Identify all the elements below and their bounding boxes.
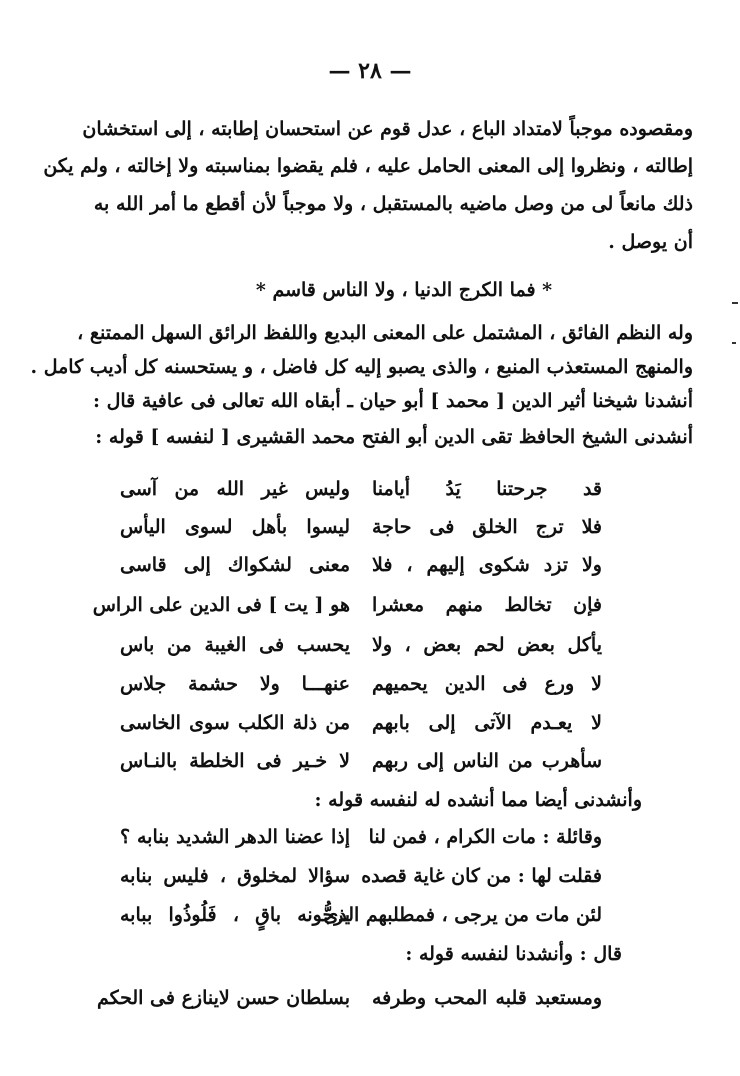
hemistich-second: لا خـير فى الخلطة بالنـاس: [120, 750, 350, 772]
verse-line: [120, 746, 602, 776]
hemistich-first: فلا ترج الخلق فى حاجة: [372, 516, 602, 538]
hemistich-second: بسلطان حسن لاينازع فى الحكم: [96, 987, 350, 1009]
margin-mark: [732, 342, 736, 344]
hemistich-first: وقائلة : مات الكرام ، فمن لنا: [368, 826, 602, 848]
hemistich-first: يأكل بعض لحم بعض ، ولا: [372, 634, 602, 656]
prose-line: أنشدنى الشيخ الحافظ تقى الدين أبو الفتح محمد القشيرى [ لنفسه ] قوله :: [95, 426, 693, 448]
hemistich-first: سأهرب من الناس إلى ربهم: [372, 750, 602, 772]
prose-line: ومقصوده موجباً لامتداد الباع ، عدل قوم عن استحسان إطابته ، إلى استخشان: [82, 118, 693, 140]
hemistich-first: لئن مات من يرجى ، فمطلبهم الذى: [323, 904, 602, 926]
hemistich-second: ليسوا بأهل لسوى اليأس: [120, 516, 350, 538]
hemistich-second: هو [ يت ] فى الدين على الراس: [92, 594, 350, 616]
hemistich-second: إذا عضنا الدهر الشديد بنابه ؟: [120, 826, 350, 848]
hemistich-second: وليس غير الله من آسى: [120, 478, 350, 500]
prose-line: أن يوصل .: [608, 231, 693, 253]
verse-line: [120, 900, 602, 930]
hemistich-first: لا يعـدم الآتى إلى بابهم: [372, 712, 602, 734]
prose-line: ذلك مانعاً لى من وصل ماضيه بالمستقبل ، ولا موجباً لأن أقطع ما أمر الله به: [93, 193, 693, 215]
prose-line: وله النظم الفائق ، المشتمل على المعنى البديع واللفظ الرائق السهل الممتنع ،: [77, 322, 693, 344]
verse-line: [120, 822, 602, 852]
verse-line: [120, 669, 602, 699]
hemistich-first: ولا تزد شكوى إليهم ، فلا: [372, 554, 602, 576]
verse-line: [120, 512, 602, 542]
verse-line: [120, 474, 602, 504]
hemistich-second: سؤالا لمخلوق ، فليس بنابه: [120, 865, 350, 887]
hemistich-second: من ذلة الكلب سوى الخاسى: [120, 712, 350, 734]
hemistich-second: يحسب فى الغيبة من باس: [120, 634, 350, 656]
hemistich-second: عنهـــا ولا حشمة جلاس: [120, 673, 350, 695]
verse-line: [120, 708, 602, 738]
verse-line: [96, 983, 602, 1013]
hemistich-first: لا ورع فى الدين يحميهم: [372, 673, 602, 695]
hemistich-second: يرجُّونه باقٍ ، فَلُوذُوا ببابه: [120, 904, 350, 926]
hemistich-first: فإن تخالط منهم معشرا: [372, 594, 602, 616]
margin-mark: [732, 302, 738, 304]
hemistich-second: معنى لشكواك إلى قاسى: [120, 554, 350, 576]
hemistich-first: قد جرحتنا يَدُ أيامنا: [372, 478, 602, 500]
poem-introduction: قال : وأنشدنا لنفسه قوله :: [405, 943, 622, 965]
hemistich-first: ومستعبد قلبه المحب وطرفه: [372, 987, 602, 1009]
poem-introduction: وأنشدنى أيضا مما أنشده له لنفسه قوله :: [314, 789, 642, 811]
prose-line: والمنهج المستعذب المنبع ، والذى يصبو إليه كل فاضل ، و يستحسنه كل أديب كامل .: [30, 356, 693, 378]
prose-line: إطالته ، ونظروا إلى المعنى الحامل عليه ، فلم يقضوا بمناسبته ولا إخالته ، ولم يكن: [43, 155, 693, 177]
quoted-hemistich: * فما الكرج الدنيا ، ولا الناس قاسم *: [255, 279, 553, 301]
verse-line: [92, 590, 602, 620]
verse-line: [120, 630, 602, 660]
prose-line: أنشدنا شيخنا أثير الدين [ محمد ] أبو حيان ـ أبقاه الله تعالى فى عافية قال :: [92, 390, 693, 412]
page-number: — ٢٨ —: [328, 58, 412, 84]
verse-line: [120, 550, 602, 580]
verse-line: [120, 861, 602, 891]
hemistich-first: فقلت لها : من كان غاية قصده: [361, 865, 602, 887]
